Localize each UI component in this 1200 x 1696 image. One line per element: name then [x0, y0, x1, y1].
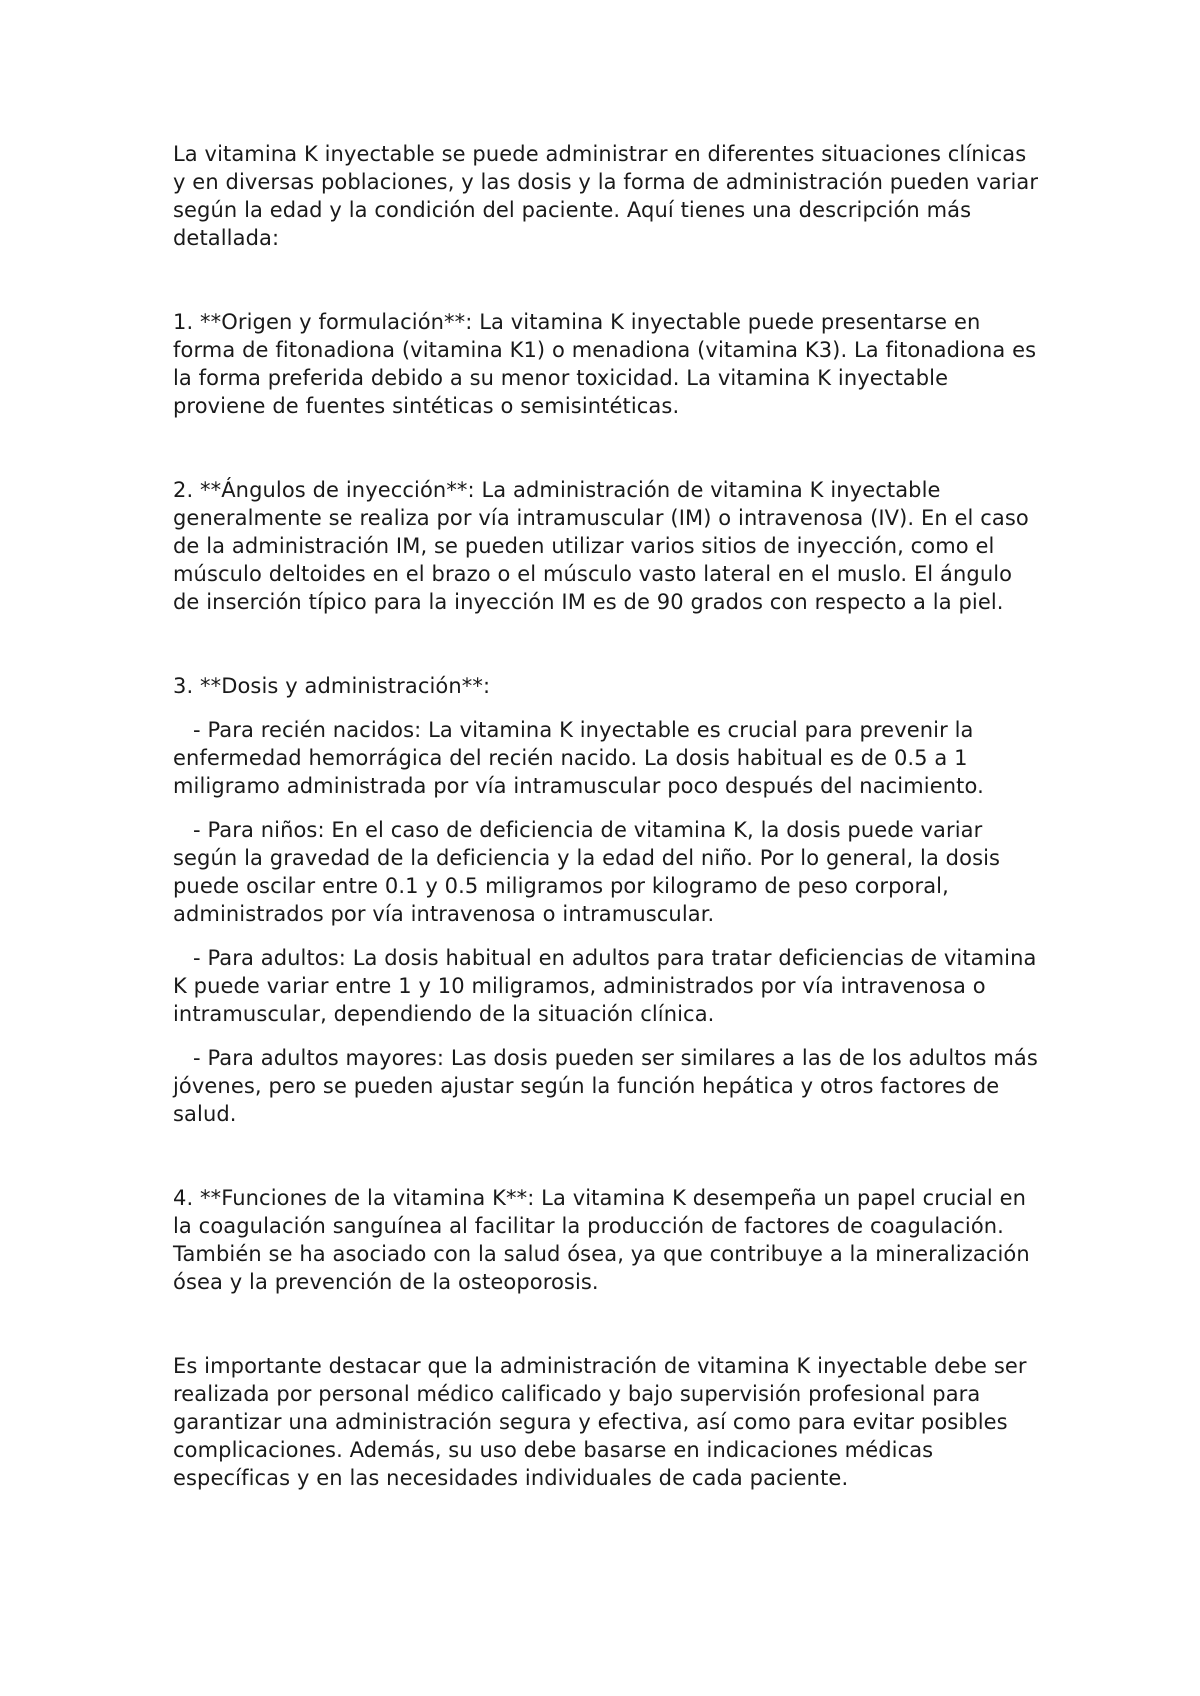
document-body	[173, 140, 1043, 1492]
section-injection-angles-paragraph: 2. **Ángulos de inyección**: La administración de vitamina K inyectable generalmente se realiza por vía intramuscular (IM) o intravenosa (IV). En el caso de la administración IM, se pueden utilizar varios sitios de inyección, como el músculo deltoides en el brazo o el músculo vasto lateral en el muslo. El ángulo de inserción típico para la inyección IM es de 90 grados con respecto a la piel.	[173, 478, 1029, 614]
section-origin-paragraph: 1. **Origen y formulación**: La vitamina K inyectable puede presentarse en forma de fitonadiona (vitamina K1) o menadiona (vitamina K3). La fitonadiona es la forma preferida debido a su menor toxicidad. La vitamina K inyectable proviene de fuentes sintéticas o semisintéticas.	[173, 310, 1037, 418]
spacer	[173, 1128, 1043, 1184]
spacer	[173, 928, 1043, 944]
spacer	[173, 1028, 1043, 1044]
spacer	[173, 616, 1043, 672]
section-dosage-title: 3. **Dosis y administración**:	[173, 674, 491, 698]
spacer	[173, 1296, 1043, 1352]
section-functions-paragraph: 4. **Funciones de la vitamina K**: La vitamina K desempeña un papel crucial en la coagulación sanguínea al facilitar la producción de factores de coagulación. También se ha asociado con la salud ósea, ya que contribuye a la mineralización ósea y la prevención de la osteoporosis.	[173, 1186, 1030, 1294]
dosage-children-item: - Para niños: En el caso de deficiencia de vitamina K, la dosis puede variar según la gravedad de la deficiencia y la edad del niño. Por lo general, la dosis puede oscilar entre 0.1 y 0.5 miligramos por kilogramo de peso corporal, administrados por vía intravenosa o intramuscular.	[173, 818, 1001, 926]
dosage-newborns-item: - Para recién nacidos: La vitamina K inyectable es crucial para prevenir la enfermedad hemorrágica del recién nacido. La dosis habitual es de 0.5 a 1 miligramo administrada por vía intramuscular poco después del nacimiento.	[173, 718, 984, 798]
intro-paragraph: La vitamina K inyectable se puede administrar en diferentes situaciones clínicas y en diversas poblaciones, y las dosis y la forma de administración pueden variar según la edad y la condición del paciente. Aquí tienes una descripción más detallada:	[173, 142, 1039, 250]
conclusion-paragraph: Es importante destacar que la administración de vitamina K inyectable debe ser realizada por personal médico calificado y bajo supervisión profesional para garantizar una administración segura y efectiva, así como para evitar posibles complicaciones. Además, su uso debe basarse en indicaciones médicas específicas y en las necesidades individuales de cada paciente.	[173, 1354, 1027, 1490]
spacer	[173, 420, 1043, 476]
spacer	[173, 700, 1043, 716]
dosage-elderly-item: - Para adultos mayores: Las dosis pueden ser similares a las de los adultos más jóvenes, pero se pueden ajustar según la función hepática y otros factores de salud.	[173, 1046, 1038, 1126]
spacer	[173, 252, 1043, 308]
dosage-adults-item: - Para adultos: La dosis habitual en adultos para tratar deficiencias de vitamina K puede variar entre 1 y 10 miligramos, administrados por vía intravenosa o intramuscular, dependiendo de la situación clínica.	[173, 946, 1037, 1026]
spacer	[173, 800, 1043, 816]
